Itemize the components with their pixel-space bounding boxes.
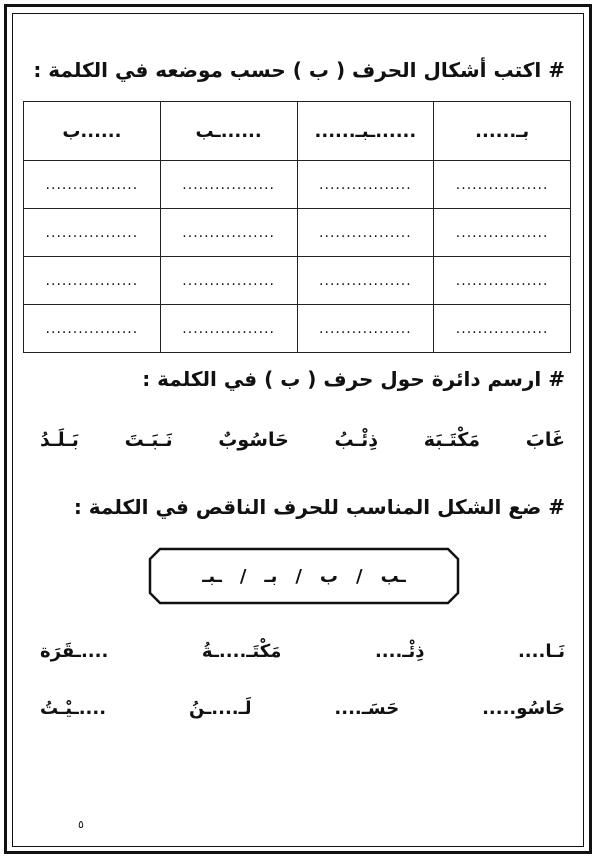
table-row — [24, 305, 571, 353]
table-row — [24, 209, 571, 257]
blank-cell[interactable]: ................. — [24, 305, 161, 353]
fill-word[interactable]: مَكْتَـ....ـةُ — [201, 640, 282, 662]
table-row — [24, 161, 571, 209]
blank-cell[interactable]: ................. — [297, 305, 434, 353]
fill-word[interactable]: ....ـقَرَة — [40, 640, 109, 662]
word-item[interactable]: مَكْتَـبَة — [423, 429, 481, 451]
table-row — [24, 257, 571, 305]
header-cell-final-connected: ......ـب — [160, 102, 297, 161]
section2-heading: # ارسم دائرة حول حرف ( ب ) في الكلمة : — [142, 367, 565, 391]
fill-word[interactable]: ذِئْـ.... — [374, 640, 425, 662]
option-separator: / — [295, 565, 302, 587]
option-medial: ـبـ — [202, 565, 222, 587]
header-cell-isolated: ......ب — [24, 102, 161, 161]
circle-words-row — [40, 422, 565, 458]
fill-word[interactable]: حَسَـ.... — [334, 697, 400, 719]
fill-word[interactable]: لَـ....ـنُ — [188, 697, 252, 719]
letter-forms-table — [23, 101, 571, 353]
blank-cell[interactable]: ................. — [434, 257, 571, 305]
fill-row-1 — [40, 634, 565, 668]
section3-heading: # ضع الشكل المناسب للحرف الناقص في الكلمة : — [73, 495, 565, 519]
table-header-row — [24, 102, 571, 161]
blank-cell[interactable]: ................. — [24, 161, 161, 209]
blank-cell[interactable]: ................. — [434, 209, 571, 257]
blank-cell[interactable]: ................. — [24, 209, 161, 257]
blank-cell[interactable]: ................. — [160, 161, 297, 209]
word-item[interactable]: حَاسُوبٌ — [218, 429, 289, 451]
options-list — [168, 561, 440, 591]
option-separator: / — [239, 565, 247, 587]
fill-word[interactable]: ....ـيْـتُ — [40, 697, 107, 719]
word-item[interactable]: بَـلَـدُ — [40, 429, 79, 451]
blank-cell[interactable]: ................. — [434, 305, 571, 353]
blank-cell[interactable]: ................. — [24, 257, 161, 305]
fill-row-2 — [40, 691, 565, 725]
word-item[interactable]: نَـبَـتَ — [124, 429, 173, 451]
word-item[interactable]: غَابَ — [525, 429, 565, 451]
fill-word[interactable]: نَـا.... — [517, 640, 565, 662]
blank-cell[interactable]: ................. — [160, 209, 297, 257]
letter-options-box — [148, 547, 460, 605]
blank-cell[interactable]: ................. — [160, 305, 297, 353]
option-initial: بـ — [264, 565, 278, 587]
header-cell-initial: بـ...... — [434, 102, 571, 161]
page-number: ٥ — [78, 818, 84, 831]
header-cell-medial: ......ـبـ...... — [297, 102, 434, 161]
blank-cell[interactable]: ................. — [297, 209, 434, 257]
option-isolated: ب — [319, 565, 339, 587]
option-final: ـب — [380, 565, 406, 587]
fill-word[interactable]: حَاسُو..... — [482, 697, 565, 719]
blank-cell[interactable]: ................. — [434, 161, 571, 209]
section1-heading: # اكتب أشكال الحرف ( ب ) حسب موضعه في الكلمة : — [33, 58, 565, 82]
blank-cell[interactable]: ................. — [297, 161, 434, 209]
option-separator: / — [356, 565, 363, 587]
blank-cell[interactable]: ................. — [297, 257, 434, 305]
blank-cell[interactable]: ................. — [160, 257, 297, 305]
word-item[interactable]: ذِئْـبُ — [334, 429, 379, 451]
